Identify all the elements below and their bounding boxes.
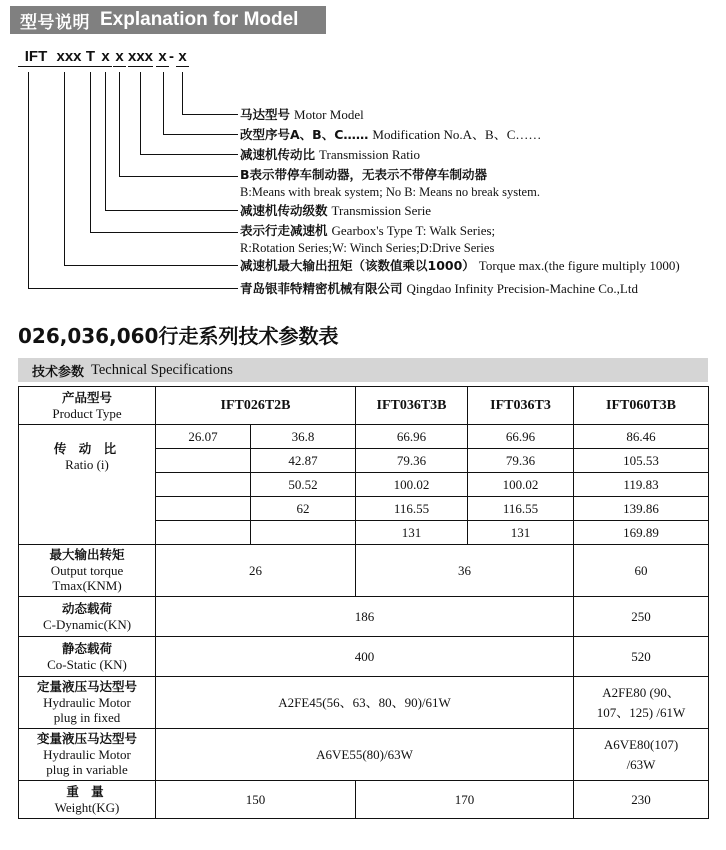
ratio-cell: 66.96 — [468, 425, 574, 449]
torque-label-cn: 最大输出转矩 — [49, 547, 125, 563]
specifications-table — [18, 386, 709, 819]
table-row-motor-variable — [19, 729, 709, 781]
explanation-cn: B表示带停车制动器，无表示不带停车制动器 — [240, 167, 488, 182]
motor-variable-label-cn: 变量液压马达型号 — [36, 731, 137, 747]
motor-variable-label-en2: plug in variable — [46, 762, 128, 778]
label-motor-variable — [19, 729, 156, 781]
code-segment-torque: xxx — [52, 48, 86, 67]
leader-vline-type — [90, 72, 91, 232]
ratio-cell: 139.86 — [574, 497, 709, 521]
header-product-type — [19, 387, 156, 425]
ratio-cell — [156, 497, 251, 521]
leader-hline-motor — [182, 114, 238, 115]
model-explanation-header — [10, 6, 326, 34]
explanation-cn: 改型序号A、B、C…… — [240, 127, 369, 142]
torque-value-060: 60 — [574, 545, 709, 597]
header-title-cn: 型号说明 — [20, 12, 90, 33]
explanation-en: Modification No.A、B、C…… — [372, 127, 542, 142]
explanation-en: Gearbox's Type T: Walk Series; — [331, 223, 496, 238]
ratio-cell: 131 — [468, 521, 574, 545]
motor-fixed-label-en1: Hydraulic Motor — [43, 694, 131, 710]
ratio-cell: 116.55 — [468, 497, 574, 521]
ratio-cell — [251, 521, 356, 545]
label-ratio — [19, 425, 156, 545]
ratio-cell: 119.83 — [574, 473, 709, 497]
table-row-output-torque — [19, 545, 709, 597]
ratio-cell: 36.8 — [251, 425, 356, 449]
static-label-cn: 静态载荷 — [61, 640, 112, 656]
motor-fixed-value-main: A2FE45(56、63、80、90)/61W — [156, 677, 574, 729]
technical-specifications-bar — [18, 358, 708, 382]
leader-vline-serie — [105, 72, 106, 210]
motor-fixed-label-cn: 定量液压马达型号 — [36, 679, 137, 695]
section-heading: 026,036,060行走系列技术参数表 — [18, 324, 339, 348]
explanation-en: Transmission Ratio — [319, 147, 421, 162]
leader-vline-motor — [182, 72, 183, 114]
code-segment-ratio: xxx — [128, 48, 154, 65]
dynamic-value-main: 186 — [156, 597, 574, 637]
static-label-en: Co-Static (KN) — [47, 656, 127, 672]
leader-vline-ratio — [140, 72, 141, 154]
product-type-en: Product Type — [52, 405, 122, 421]
ratio-label-en: Ratio (i) — [65, 456, 109, 472]
ratio-cell: 105.53 — [574, 449, 709, 473]
leader-hline-torque — [64, 265, 238, 266]
motor-fixed-060-line2: 107、125) /61W — [596, 704, 686, 720]
code-segment-brake: x — [113, 48, 126, 67]
table-row-motor-fixed — [19, 677, 709, 729]
ratio-cell: 116.55 — [356, 497, 468, 521]
motor-variable-060-line2: /63W — [626, 756, 656, 772]
header-col-ift036t3b: IFT036T3B — [356, 387, 468, 425]
ratio-cell: 100.02 — [356, 473, 468, 497]
explanation-company — [240, 280, 638, 298]
leader-hline-modification — [163, 134, 238, 135]
label-motor-fixed — [19, 677, 156, 729]
motor-fixed-label-en2: plug in fixed — [53, 710, 121, 726]
torque-value-026: 26 — [156, 545, 356, 597]
weight-value-060: 230 — [574, 781, 709, 819]
explanation-en: Transmission Serie — [331, 203, 432, 218]
ratio-cell: 42.87 — [251, 449, 356, 473]
table-row-static-load — [19, 637, 709, 677]
ratio-cell: 79.36 — [356, 449, 468, 473]
explanation-sub: R:Rotation Series;W: Winch Series;D:Drive Series — [240, 240, 495, 255]
explanation-motor-model — [240, 106, 364, 124]
leader-vline-company — [28, 72, 29, 288]
explanation-cn: 马达型号 — [240, 107, 291, 122]
code-segment-modification: x — [156, 48, 169, 67]
motor-fixed-060-line1: A2FE80 (90、 — [602, 685, 680, 700]
torque-label-en1: Output torque — [50, 562, 124, 578]
code-separator-dash: - — [169, 48, 174, 65]
ratio-cell: 131 — [356, 521, 468, 545]
leader-hline-serie — [105, 210, 238, 211]
leader-hline-company — [28, 288, 238, 289]
leader-hline-ratio — [140, 154, 238, 155]
static-value-main: 400 — [156, 637, 574, 677]
dynamic-label-cn: 动态载荷 — [61, 600, 112, 616]
ratio-cell: 26.07 — [156, 425, 251, 449]
explanation-transmission-ratio — [240, 146, 420, 164]
explanation-torque-max — [240, 257, 680, 275]
ratio-label-cn: 传 动 比 — [53, 441, 121, 456]
explanation-en: Qingdao Infinity Precision-Machine Co.,Ltd — [406, 281, 638, 296]
header-title-en: Explanation for Model — [100, 9, 299, 30]
label-output-torque — [19, 545, 156, 597]
leader-vline-modification — [163, 72, 164, 134]
weight-label-cn: 重 量 — [66, 783, 108, 799]
header-col-ift060t3b: IFT060T3B — [574, 387, 709, 425]
ratio-cell: 50.52 — [251, 473, 356, 497]
explanation-en: Motor Model — [294, 107, 364, 122]
dynamic-label-en: C-Dynamic(KN) — [42, 616, 132, 632]
torque-label-en2: Tmax(KNM) — [52, 578, 122, 594]
product-type-cn: 产品型号 — [61, 389, 112, 405]
code-segment-motor: x — [176, 48, 189, 67]
leader-vline-brake — [119, 72, 120, 176]
ratio-cell — [156, 449, 251, 473]
explanation-brake — [240, 166, 540, 199]
motor-fixed-value-060 — [574, 677, 709, 729]
weight-value-036: 170 — [356, 781, 574, 819]
ratio-cell: 100.02 — [468, 473, 574, 497]
motor-variable-060-line1: A6VE80(107) — [603, 737, 679, 752]
ratio-cell — [156, 473, 251, 497]
static-value-060: 520 — [574, 637, 709, 677]
code-segment-type: T — [82, 48, 99, 67]
explanation-cn: 减速机传动比 — [240, 147, 316, 162]
label-static-load — [19, 637, 156, 677]
explanation-cn: 减速机传动级数 — [240, 203, 328, 218]
model-code-row — [0, 48, 726, 70]
leader-hline-brake — [119, 176, 238, 177]
weight-value-026: 150 — [156, 781, 356, 819]
explanation-cn: 表示行走减速机 — [240, 223, 328, 238]
explanation-sub: B:Means with break system; No B: Means no break system. — [240, 184, 540, 199]
motor-variable-value-main: A6VE55(80)/63W — [156, 729, 574, 781]
ratio-cell: 62 — [251, 497, 356, 521]
explanation-cn: 青岛银菲特精密机械有限公司 — [240, 281, 403, 296]
explanation-en: Torque max.(the figure multiply 1000) — [478, 258, 680, 273]
label-dynamic-load — [19, 597, 156, 637]
header-col-ift026t2b: IFT026T2B — [156, 387, 356, 425]
weight-label-en: Weight(KG) — [54, 799, 120, 815]
table-header-row — [19, 387, 709, 425]
header-col-ift036t3: IFT036T3 — [468, 387, 574, 425]
explanation-gearbox-type — [240, 222, 495, 255]
table-row-dynamic-load — [19, 597, 709, 637]
motor-variable-label-en1: Hydraulic Motor — [43, 746, 131, 762]
ratio-cell: 169.89 — [574, 521, 709, 545]
spec-bar-cn: 技术参数 — [32, 364, 85, 380]
code-segment-serie: x — [99, 48, 112, 67]
explanation-modification — [240, 126, 541, 144]
code-segment-brand: IFT — [18, 48, 54, 67]
leader-hline-type — [90, 232, 238, 233]
table-row-ratio-1 — [19, 425, 709, 449]
explanation-cn: 减速机最大输出扭矩（该数值乘以1000） — [240, 258, 475, 273]
label-weight — [19, 781, 156, 819]
ratio-cell: 86.46 — [574, 425, 709, 449]
spec-bar-en: Technical Specifications — [91, 361, 233, 378]
table-row-weight — [19, 781, 709, 819]
motor-variable-value-060 — [574, 729, 709, 781]
explanation-transmission-serie — [240, 202, 431, 220]
torque-value-036: 36 — [356, 545, 574, 597]
leader-vline-torque — [64, 72, 65, 265]
ratio-cell — [156, 521, 251, 545]
dynamic-value-060: 250 — [574, 597, 709, 637]
ratio-cell: 79.36 — [468, 449, 574, 473]
ratio-cell: 66.96 — [356, 425, 468, 449]
